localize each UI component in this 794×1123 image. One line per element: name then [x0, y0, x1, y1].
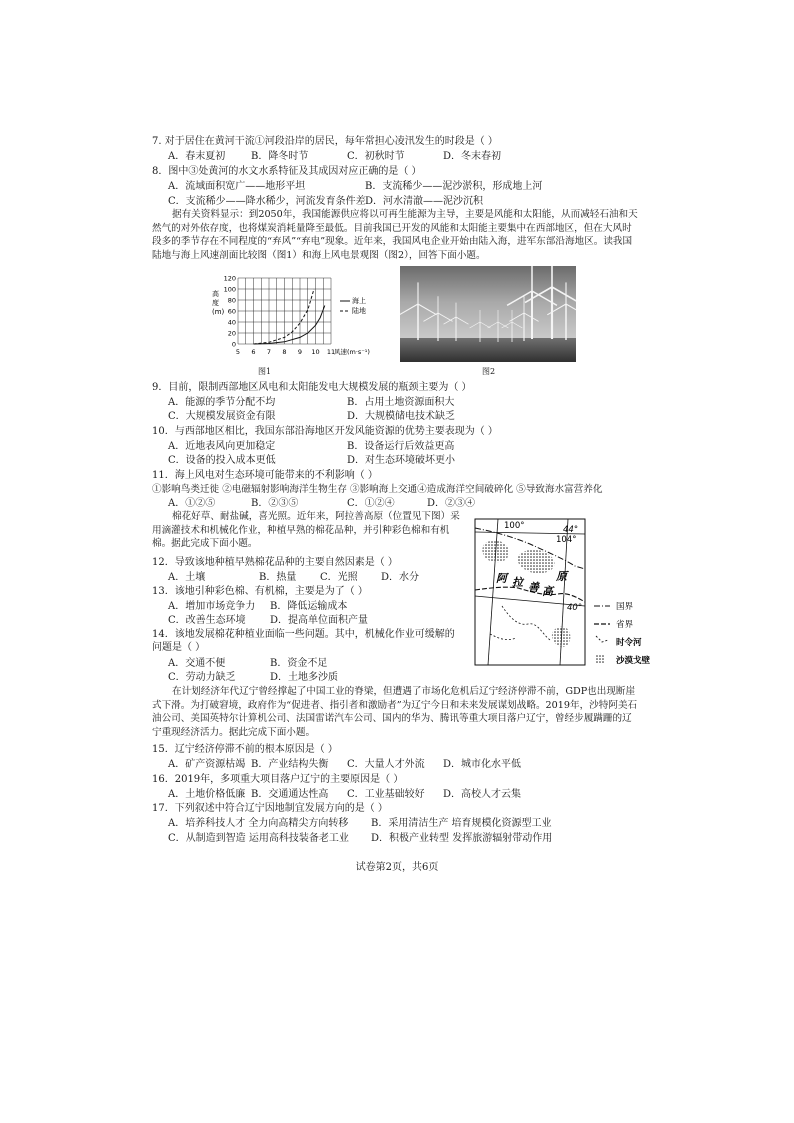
map-region-char: 高	[542, 585, 553, 598]
page-footer: 试卷第2页，共6页	[355, 862, 439, 873]
q12-stem: 12．导致该地种植早熟棉花品种的主要自然因素是（ ）	[152, 557, 398, 568]
q8-option-d: D．河水清澈——泥沙沉积	[365, 196, 484, 207]
x-tick-label: 8	[282, 348, 287, 356]
fig2-caption: 图2	[482, 367, 496, 376]
fig1-caption: 图1	[258, 367, 272, 376]
q16-stem: 16．2019年，多项重大项目落户辽宁的主要原因是（ ）	[152, 774, 404, 785]
q16-option-d: D．高校人才云集	[443, 789, 522, 800]
q13-option-a: A．增加市场竞争力	[168, 601, 256, 612]
x-tick-label: 5	[235, 348, 241, 356]
y-tick-label: 80	[227, 296, 236, 305]
q8-option-c: C．支流稀少——降水稀少，河流发育条件差	[168, 196, 366, 207]
q10-option-a: A．近地表风向更加稳定	[168, 441, 276, 452]
q8-option-a: A．流域面积宽广——地形平坦	[168, 181, 306, 192]
q13-stem: 13．该地引种彩色棉、有机棉，主要是为了（ ）	[152, 586, 368, 597]
y-tick-label: 100	[223, 285, 236, 294]
q12-option-b: B．热量	[259, 572, 297, 583]
q17-option-c: C．从制造到智造 运用高科技装备老工业	[168, 833, 349, 844]
q10-option-b: B．设备运行后效益更高	[347, 441, 455, 452]
q7-option-a: A．春末夏初	[168, 151, 226, 162]
map-region-char: 拉	[512, 576, 523, 589]
q14-option-a: A．交通不便	[168, 658, 226, 669]
q15-stem: 15．辽宁经济停滞不前的根本原因是（ ）	[152, 744, 338, 755]
alxa-map	[470, 514, 662, 670]
q11-list: ①影响鸟类迁徙 ②电磁辐射影响海洋生物生存 ③影响海上交通④造成海洋空间破碎化 ⑤导致海水富营养化	[152, 484, 603, 495]
q11-option-c: C．①②④	[347, 498, 395, 509]
q9-option-d: D．大规模储电技术缺乏	[347, 411, 456, 422]
q13-option-d: D．提高单位面积产量	[270, 615, 369, 626]
q12-option-c: C．光照	[320, 572, 358, 583]
q17-option-a: A．培养科技人才 全力向高精尖方向转移	[168, 818, 349, 829]
q11-stem: 11．海上风电对生态环境可能带来的不利影响（ ）	[152, 470, 378, 481]
map-lat-40: 40°	[567, 603, 583, 613]
legend-sea: 海上	[352, 297, 366, 305]
map-region-char: 阿	[496, 572, 507, 585]
map-lon-100: 100°	[504, 521, 525, 531]
q14-stem: 14．该地发展棉花种植业面临一些问题。其中，机械化作业可缓解的问题是（ ）	[152, 629, 455, 653]
q14-option-d: D．土地多沙质	[270, 672, 339, 683]
x-tick-label: 6	[251, 348, 256, 356]
series-sea-line	[254, 306, 325, 345]
y-tick-label: 60	[227, 307, 236, 316]
q11-option-a: A．①②⑤	[168, 498, 216, 509]
fig1-ylabel: 高度(m)	[212, 290, 225, 316]
q9-option-b: B．占用土地资源面积大	[347, 397, 455, 408]
legend-national-border: 国界	[616, 602, 634, 612]
q9-stem: 9．目前，限制西部地区风电和太阳能发电大规模发展的瓶颈主要为（ ）	[152, 382, 472, 393]
q8-option-b: B．支流稀少——泥沙淤积，形成地上河	[365, 181, 543, 192]
q14-option-c: C．劳动力缺乏	[168, 672, 236, 683]
q17-option-b: B．采用清洁生产 培育规模化资源型工业	[371, 818, 552, 829]
y-tick-label: 0	[231, 340, 236, 349]
q15-option-c: C．大量人才外流	[347, 759, 425, 770]
x-tick-label: 9	[297, 348, 303, 356]
q17-stem: 17．下列叙述中符合辽宁因地制宜发展方向的是（ ）	[152, 803, 388, 814]
x-tick-label: 11	[326, 348, 336, 356]
x-tick-label: 10	[311, 348, 320, 356]
y-tick-label: 20	[227, 329, 236, 338]
series-land-line	[254, 289, 315, 344]
x-tick-label: 7	[266, 348, 272, 356]
q9-option-a: A．能源的季节分配不均	[168, 397, 276, 408]
q12-option-a: A．土壤	[168, 572, 206, 583]
wind-intro: 据有关资料显示：到2050年，我国能源供应将以可再生能源为主导，主要是风能和太阳能，从而减轻石油和天然气的对外依存度，也将煤炭消耗量降至最低。目前我国已开发的风能和太阳能主要集中在西部地区，但在大风时段多的季节存在不同程度的“弃风”“弃电”现象。近年来，我国风电企业开始由陆入海，进军东部沿海地区。读我国陆地与海上风速剖面比较图（图1）和海上风电景观图（图2），回答下面小题。	[152, 209, 638, 261]
q16-option-b: B．交通通达性高	[251, 789, 329, 800]
legend-land: 陆地	[352, 307, 366, 315]
map-lon-104: 104°	[556, 535, 577, 545]
liaoning-intro: 在计划经济年代辽宁曾经撑起了中国工业的脊梁，但遭遇了市场化危机后辽宁经济停滞不前，GDP也出现断崖式下滑。为打破窘境，政府作为“促进者、指引者和激励者”为辽宁今日和未来发展谋划战略。2019年，沙特阿美石油公司、美国英特尔计算机公司、法国雷诺汽车公司、国内的华为、腾讯等重大项目落户辽宁，曾经步履蹒跚的辽宁重现经济活力。据此完成下面小题。	[152, 686, 638, 738]
q10-option-c: C．设备的投入成本更低	[168, 455, 276, 466]
q11-option-b: B．②③⑤	[251, 498, 299, 509]
q14-option-b: B．资金不足	[270, 658, 328, 669]
map-region-char: 善	[528, 581, 539, 594]
q8-stem: 8．图中③处黄河的水文水系特征及其成因对应正确的是（ ）	[152, 166, 422, 177]
y-tick-label: 120	[223, 274, 236, 283]
q17-option-d: D．积极产业转型 发挥旅游辐射带动作用	[371, 833, 553, 844]
q12-option-d: D．水分	[381, 572, 420, 583]
fig1-chart	[208, 272, 378, 362]
map-region-char: 原	[556, 570, 567, 583]
q13-option-b: B．降低运输成本	[270, 601, 348, 612]
q11-option-d: D．②③④	[427, 498, 476, 509]
legend-seasonal-river: 时令河	[616, 638, 642, 648]
q16-option-a: A．土地价格低廉	[168, 789, 246, 800]
q7-option-c: C．初秋时节	[347, 151, 405, 162]
legend-province-border: 省界	[616, 620, 634, 630]
q13-option-c: C．改善生态环境	[168, 615, 246, 626]
q7-option-b: B．降冬时节	[251, 151, 309, 162]
q10-option-d: D．对生态环境破坏更小	[347, 455, 456, 466]
q15-option-b: B．产业结构失衡	[251, 759, 329, 770]
q10-stem: 10．与西部地区相比，我国东部沿海地区开发风能资源的优势主要表现为（ ）	[152, 426, 498, 437]
cotton-intro: 棉花好草、耐盐碱，喜光照。近年来，阿拉善高原（位置见下图）采用滴灌技术和机械化作业，种植早熟的棉花品种，并引种彩色棉和有机棉。据此完成下面小题。	[152, 511, 460, 549]
q7-option-d: D．冬末春初	[443, 151, 502, 162]
q15-option-d: D．城市化水平低	[443, 759, 522, 770]
q9-option-c: C．大规模发展资金有限	[168, 411, 276, 422]
q15-option-a: A．矿产资源枯竭	[168, 759, 246, 770]
map-lat-44: 44°	[563, 525, 579, 535]
fig2-photo	[400, 266, 576, 362]
q7-stem: 7. 对于居住在黄河干流①河段沿岸的居民，每年常担心凌汛发生的时段是（ ）	[152, 136, 498, 147]
legend-desert: 沙漠戈壁	[616, 656, 651, 666]
q16-option-c: C．工业基础较好	[347, 789, 425, 800]
fig1-xlabel: 风速(m·s⁻¹)	[334, 348, 370, 356]
y-tick-label: 40	[227, 318, 236, 327]
